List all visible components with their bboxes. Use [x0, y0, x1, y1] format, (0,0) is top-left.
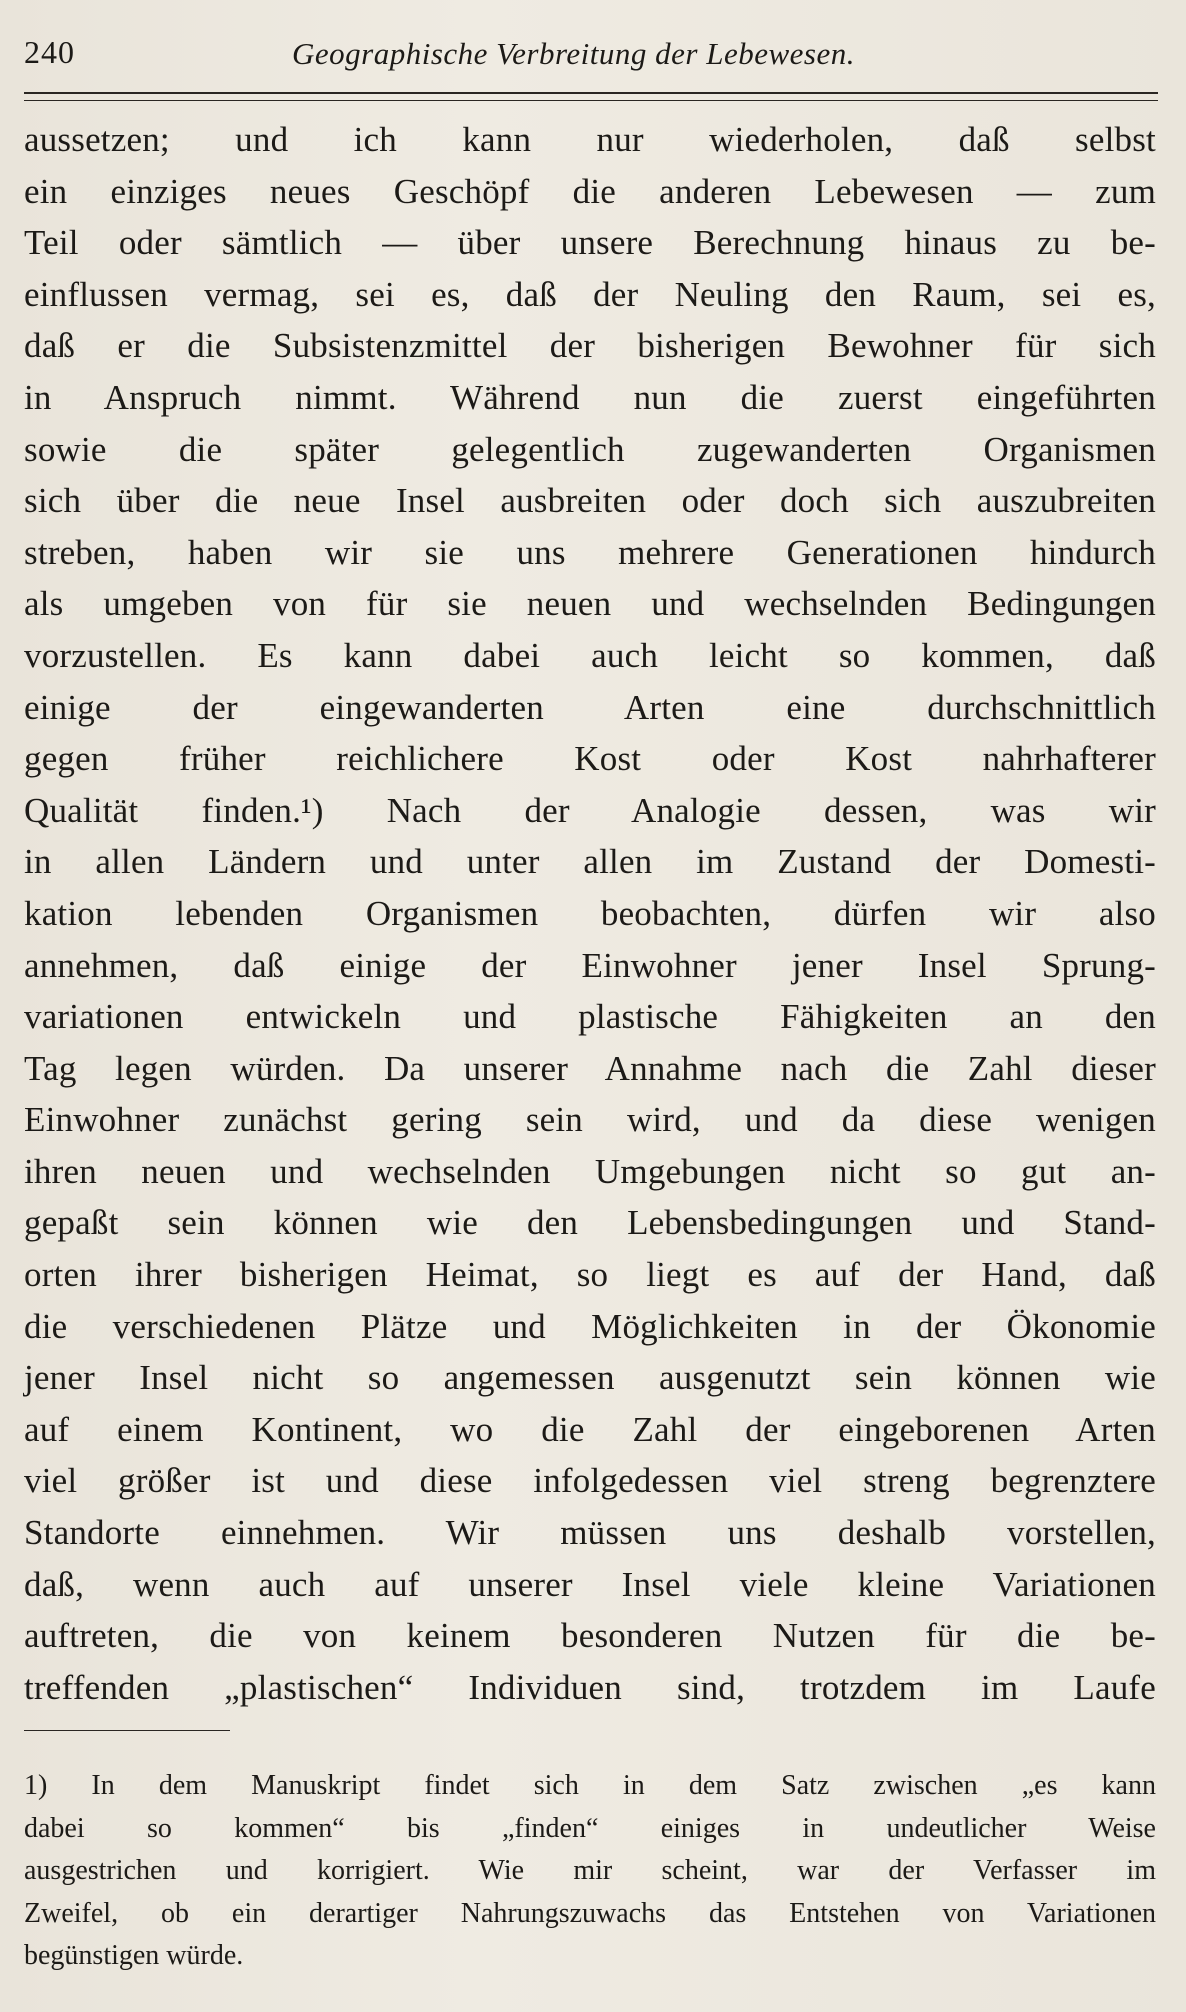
text-line: viel größer ist und diese infolgedessen viel streng begrenztere: [24, 1461, 1156, 1501]
text-line: in allen Ländern und unter allen im Zustand der Domesti-: [24, 842, 1156, 882]
running-title: Geographische Verbreitung der Lebewesen.: [292, 36, 855, 71]
text-line: sich über die neue Insel ausbreiten oder doch sich auszubreiten: [24, 481, 1156, 521]
text-line: gepaßt sein können wie den Lebensbedingungen und Stand-: [24, 1203, 1156, 1243]
text-line: Standorte einnehmen. Wir müssen uns deshalb vorstellen,: [24, 1513, 1156, 1553]
text-line: einflussen vermag, sei es, daß der Neuling den Raum, sei es,: [24, 274, 1156, 314]
header-rule: [24, 92, 1158, 101]
text-line: auftreten, die von keinem besonderen Nutzen für die be-: [24, 1616, 1156, 1656]
running-head: [24, 34, 1156, 80]
text-line: daß er die Subsistenzmittel der bisherigen Bewohner für sich: [24, 326, 1156, 366]
text-line: Qualität finden.¹) Nach der Analogie dessen, was wir: [24, 790, 1156, 830]
text-line: treffenden „plastischen“ Individuen sind, trotzdem im Laufe: [24, 1667, 1156, 1707]
text-line: ein einziges neues Geschöpf die anderen Lebewesen — zum: [24, 171, 1156, 211]
footnote: [24, 1765, 1156, 1978]
text-line: ihren neuen und wechselnden Umgebungen nicht so gut an-: [24, 1151, 1156, 1191]
footnote-rule: [24, 1730, 230, 1731]
footnote-line: ausgestrichen und korrigiert. Wie mir scheint, war der Verfasser im: [24, 1855, 1156, 1886]
text-line: variationen entwickeln und plastische Fähigkeiten an den: [24, 997, 1156, 1037]
text-line: in Anspruch nimmt. Während nun die zuerst eingeführten: [24, 377, 1156, 417]
text-line: streben, haben wir sie uns mehrere Generationen hindurch: [24, 532, 1156, 572]
text-line: gegen früher reichlichere Kost oder Kost nahrhafterer: [24, 739, 1156, 779]
text-line: vorzustellen. Es kann dabei auch leicht so kommen, daß: [24, 635, 1156, 675]
text-line: Einwohner zunächst gering sein wird, und da diese wenigen: [24, 1100, 1156, 1140]
text-line: orten ihrer bisherigen Heimat, so liegt es auf der Hand, daß: [24, 1255, 1156, 1295]
footnote-line: dabei so kommen“ bis „finden“ einiges in undeutlicher Weise: [24, 1812, 1156, 1844]
body-text: [24, 114, 1156, 1713]
footnote-line: begünstigen würde.: [24, 1940, 244, 1971]
text-line: sowie die später gelegentlich zugewanderten Organismen: [24, 429, 1156, 469]
text-line: Tag legen würden. Da unserer Annahme nach die Zahl dieser: [24, 1048, 1156, 1088]
text-line: einige der eingewanderten Arten eine durchschnittlich: [24, 687, 1156, 727]
text-line: Teil oder sämtlich — über unsere Berechnung hinaus zu be-: [24, 223, 1156, 263]
text-line: annehmen, daß einige der Einwohner jener Insel Sprung-: [24, 945, 1156, 985]
page-number: 240: [24, 34, 75, 70]
text-line: jener Insel nicht so angemessen ausgenutzt sein können wie: [24, 1358, 1156, 1398]
text-line: die verschiedenen Plätze und Möglichkeiten in der Ökonomie: [24, 1306, 1156, 1346]
text-line: daß, wenn auch auf unserer Insel viele kleine Variationen: [24, 1564, 1156, 1604]
text-line: aussetzen; und ich kann nur wiederholen, daß selbst: [24, 120, 1156, 159]
footnote-line: 1) In dem Manuskript findet sich in dem Satz zwischen „es kann: [24, 1770, 1156, 1801]
text-line: als umgeben von für sie neuen und wechselnden Bedingungen: [24, 584, 1156, 624]
text-line: kation lebenden Organismen beobachten, dürfen wir also: [24, 893, 1156, 933]
text-line: auf einem Kontinent, wo die Zahl der eingeborenen Arten: [24, 1409, 1156, 1449]
footnote-line: Zweifel, ob ein derartiger Nahrungszuwachs das Entstehen von Variationen: [24, 1897, 1156, 1929]
